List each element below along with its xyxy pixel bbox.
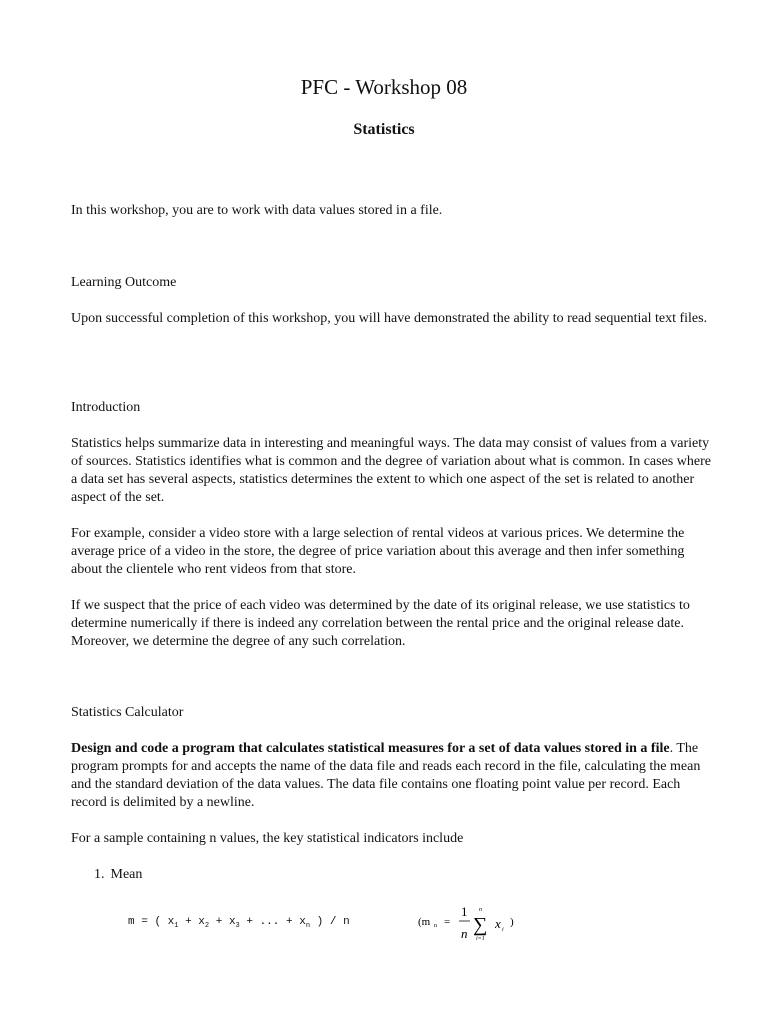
sigma-equals: = <box>444 916 451 928</box>
sigma-denominator: n <box>461 926 468 941</box>
sum-icon: ∑ <box>473 914 488 936</box>
mean-formula-sigma <box>418 904 528 944</box>
introduction-paragraph-1: Statistics helps summarize data in interesting and meaningful ways. The data may consist of values from a variety of sources. Statistics identifies what is common and the degree of variation about what is common. In cases where a data set has several aspects, statistics determines the extent to which one aspect of the set is related to another aspect of the set. <box>71 436 711 505</box>
learning-outcome-heading: Learning Outcome <box>71 275 177 290</box>
introduction-heading: Introduction <box>71 400 141 415</box>
sigma-one: 1 <box>461 904 468 919</box>
sigma-x: x <box>495 916 501 931</box>
sigma-x-sub: i <box>502 927 504 933</box>
calculator-paragraph <box>71 740 711 812</box>
sigma-m-sub: n <box>434 923 437 929</box>
document-title: PFC - Workshop 08 <box>300 75 468 99</box>
introduction-paragraph-3: If we suspect that the price of each video was determined by the date of its original release, we use statistics to determine numerically if there is indeed any correlation between the rental price and the original release date. Moreover, we determine the degree of any such correlation. <box>71 598 690 649</box>
document-subtitle: Statistics <box>353 121 415 138</box>
list-item-mean <box>94 866 142 884</box>
sample-paragraph: For a sample containing n values, the key statistical indicators include <box>71 831 464 846</box>
learning-outcome-paragraph: Upon successful completion of this workshop, you will have demonstrated the ability to read sequential text files. <box>71 311 708 326</box>
calculator-bold-lead: Design and code a program that calculates statistical measures for a set of data values stored in a file <box>71 741 670 756</box>
list-item-label: Mean <box>110 867 143 882</box>
sum-lower-limit: i=1 <box>476 936 485 942</box>
list-item-number: 1. <box>94 867 105 882</box>
sum-upper-limit: n <box>479 907 482 913</box>
sigma-open: (m <box>418 916 431 928</box>
calculator-heading: Statistics Calculator <box>71 705 184 720</box>
mean-formula: m = ( $x_1 + x_2 + x_3$ + ... + $x_n$ ) / n <box>128 916 350 931</box>
calculator-rest: . The program prompts for and accepts the name of the data file and reads each record in the file, calculating the mean and the standard deviation of the data values. The data file contains one floating point value per record. Each record is delimited by a newline. <box>71 741 701 810</box>
introduction-paragraph-2: For example, consider a video store with a large selection of rental videos at various prices. We determine the average price of a video in the store, the degree of price variation about this average and then infer something about the clientele who rent videos from that store. <box>71 526 685 577</box>
intro-paragraph: In this workshop, you are to work with data values stored in a file. <box>71 203 443 218</box>
sigma-close: ) <box>510 916 514 928</box>
